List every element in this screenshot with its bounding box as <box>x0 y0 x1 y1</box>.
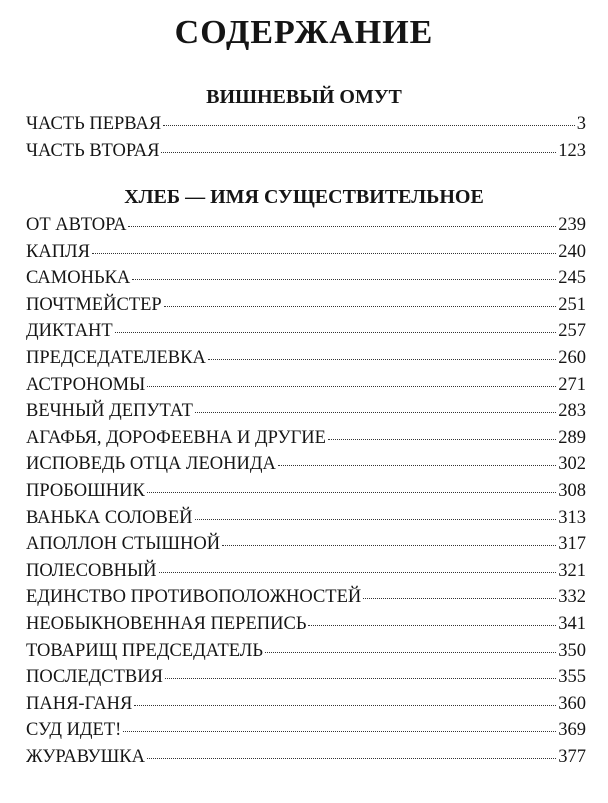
leader-dots <box>163 125 575 126</box>
toc-entry-label: АПОЛЛОН СТЫШНОЙ <box>26 534 221 555</box>
toc-entry-page: 313 <box>558 507 586 528</box>
toc-entry <box>26 638 586 665</box>
toc-entry-page: 332 <box>558 587 586 608</box>
toc-entry-page: 3 <box>576 114 586 134</box>
toc-entry-page: 360 <box>558 693 586 714</box>
toc-entry-label: ВЕЧНЫЙ ДЕПУТАТ <box>26 401 193 422</box>
leader-dots <box>308 625 556 626</box>
toc-entry-label: СУД ИДЕТ! <box>26 720 122 741</box>
toc-entry <box>26 558 586 585</box>
toc-entry-page: 341 <box>558 613 586 634</box>
toc-entry-page: 350 <box>558 640 586 661</box>
leader-dots <box>123 731 556 732</box>
toc-entry <box>26 531 586 558</box>
toc-entry <box>26 505 586 532</box>
toc-entry <box>26 212 586 239</box>
toc-entry-page: 283 <box>558 401 586 422</box>
leader-dots <box>164 306 557 307</box>
toc-entry-page: 317 <box>558 534 586 555</box>
toc-entry-label: ПАНЯ-ГАНЯ <box>26 693 133 714</box>
leader-dots <box>328 439 556 440</box>
toc-entry-label: САМОНЬКА <box>26 268 131 289</box>
leader-dots <box>147 758 556 759</box>
toc-entry <box>26 451 586 478</box>
toc-entry <box>26 111 586 138</box>
toc-entry-label: АГАФЬЯ, ДОРОФЕЕВНА И ДРУГИЕ <box>26 427 326 448</box>
leader-dots <box>128 226 556 227</box>
leader-dots <box>92 253 556 254</box>
leader-dots <box>278 465 556 466</box>
toc-entry-label: ИСПОВЕДЬ ОТЦА ЛЕОНИДА <box>26 454 276 475</box>
toc-entry-label: ПРЕДСЕДАТЕЛЕВКА <box>26 347 206 368</box>
toc-entry <box>26 292 586 319</box>
leader-dots <box>363 598 556 599</box>
toc-entry <box>26 398 586 425</box>
leader-dots <box>265 652 556 653</box>
section-1-list <box>26 111 586 164</box>
toc-entry-label: ТОВАРИЩ ПРЕДСЕДАТЕЛЬ <box>26 640 263 661</box>
toc-entry-label: КАПЛЯ <box>26 241 90 262</box>
toc-entry-page: 271 <box>558 374 586 395</box>
toc-entry <box>26 372 586 399</box>
toc-entry-page: 355 <box>558 667 586 688</box>
toc-entry-label: ЧАСТЬ ПЕРВАЯ <box>26 114 162 134</box>
section-title-1: ВИШНЕВЫЙ ОМУТ <box>206 86 402 108</box>
toc-entry <box>26 478 586 505</box>
toc-entry-page: 377 <box>558 746 586 767</box>
toc-entry-label: ПОСЛЕДСТВИЯ <box>26 667 163 688</box>
leader-dots <box>165 678 556 679</box>
toc-entry-label: ЖУРАВУШКА <box>26 746 145 767</box>
toc-entry-label: ЧАСТЬ ВТОРАЯ <box>26 140 160 161</box>
toc-entry <box>26 717 586 744</box>
toc-entry <box>26 318 586 345</box>
toc-entry-page: 302 <box>558 454 586 475</box>
leader-dots <box>132 279 556 280</box>
leader-dots <box>222 545 556 546</box>
toc-entry <box>26 584 586 611</box>
toc-entry-label: ПОЧТМЕЙСТЕР <box>26 294 162 315</box>
toc-entry <box>26 664 586 691</box>
leader-dots <box>115 332 557 333</box>
toc-entry <box>26 345 586 372</box>
leader-dots <box>147 492 556 493</box>
toc-entry <box>26 611 586 638</box>
toc-entry <box>26 265 586 292</box>
toc-entry-page: 321 <box>558 560 586 581</box>
toc-entry-page: 245 <box>558 268 586 289</box>
toc-entry-page: 123 <box>558 140 586 161</box>
toc-entry <box>26 425 586 452</box>
leader-dots <box>195 519 557 520</box>
toc-entry-label: ЕДИНСТВО ПРОТИВОПОЛОЖНОСТЕЙ <box>26 587 362 608</box>
section-title-2: ХЛЕБ — ИМЯ СУЩЕСТВИТЕЛЬНОЕ <box>124 186 484 208</box>
toc-entry <box>26 138 586 165</box>
leader-dots <box>147 386 556 387</box>
toc-entry-page: 308 <box>558 480 586 501</box>
page-title: СОДЕРЖАНИЕ <box>174 14 434 51</box>
toc-entry <box>26 744 586 771</box>
leader-dots <box>195 412 556 413</box>
toc-entry-label: ДИКТАНТ <box>26 321 113 342</box>
toc-entry-label: ПОЛЕСОВНЫЙ <box>26 560 157 581</box>
section-2-list <box>26 212 586 770</box>
toc-entry <box>26 691 586 718</box>
toc-entry-page: 257 <box>558 321 586 342</box>
leader-dots <box>208 359 556 360</box>
toc-entry <box>26 239 586 266</box>
leader-dots <box>134 705 556 706</box>
toc-entry-page: 251 <box>558 294 586 315</box>
toc-entry-page: 289 <box>558 427 586 448</box>
toc-entry-label: ОТ АВТОРА <box>26 215 127 235</box>
leader-dots <box>161 152 556 153</box>
toc-entry-page: 369 <box>558 720 586 741</box>
toc-entry-label: НЕОБЫКНОВЕННАЯ ПЕРЕПИСЬ <box>26 613 307 634</box>
toc-entry-label: ВАНЬКА СОЛОВЕЙ <box>26 507 193 528</box>
leader-dots <box>159 572 557 573</box>
toc-entry-page: 240 <box>558 241 586 262</box>
toc-entry-page: 260 <box>558 347 586 368</box>
toc-entry-label: АСТРОНОМЫ <box>26 374 146 395</box>
toc-entry-page: 239 <box>558 215 586 235</box>
toc-entry-label: ПРОБОШНИК <box>26 480 145 501</box>
